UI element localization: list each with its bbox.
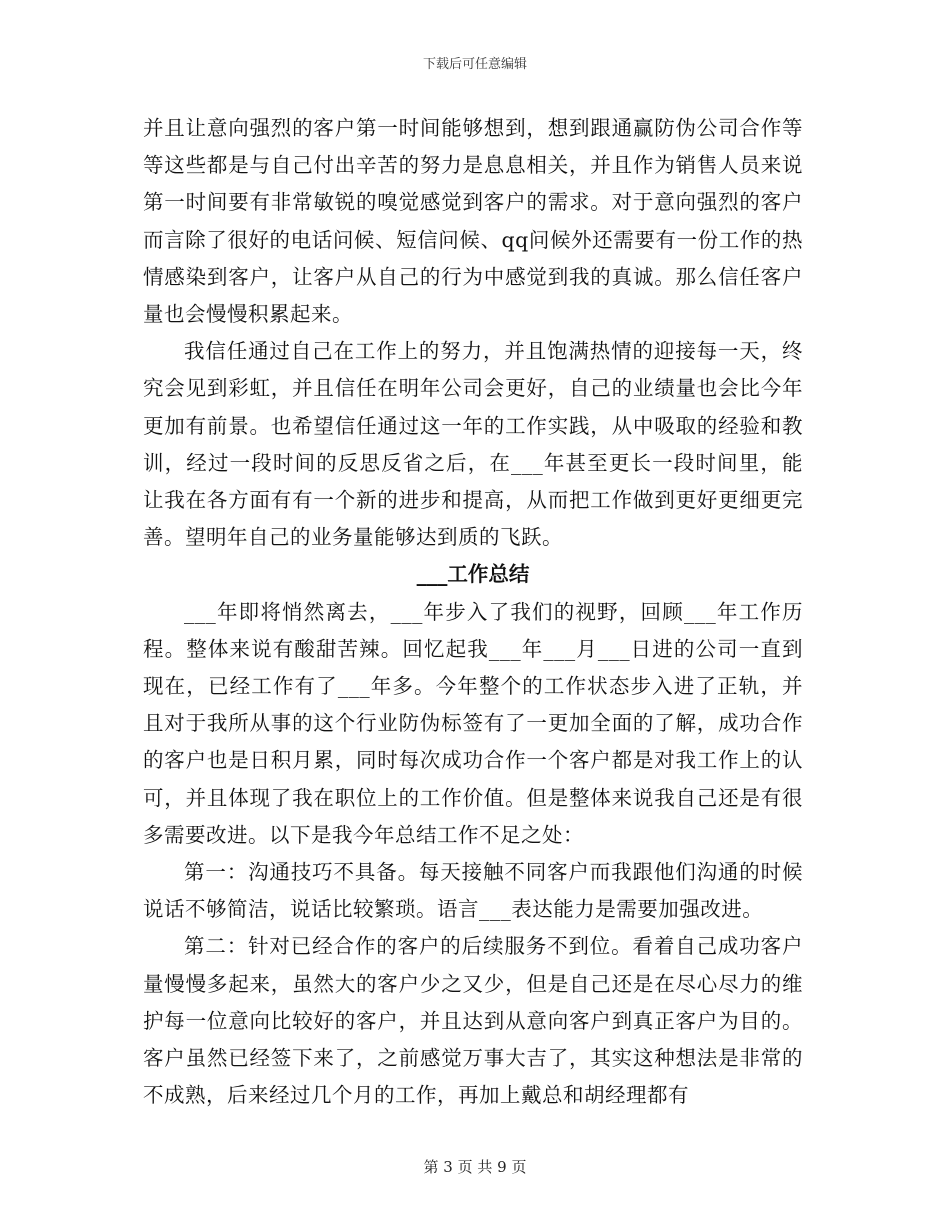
paragraph-4: 第一：沟通技巧不具备。每天接触不同客户而我跟他们沟通的时候说话不够简洁，说话比较繁琐。语言___表达能力是需要加强改进。 — [143, 860, 803, 922]
section-heading: ___工作总结 — [416, 562, 530, 587]
paragraph-3: ___年即将悄然离去，___年步入了我们的视野，回顾___年工作历程。整体来说有酸甜苦辣。回忆起我___年___月___日进的公司一直到现在，已经工作有了___年多。今年整个的工作状态步入进了正轨，并且对于我所从事的这个行业防伪标签有了一更加全面的了解，成功合作的客户也是日积月累，同时每次成功合作一个客户都是对我工作上的认可，并且体现了我在职位上的工作价值。但是整体来说我自己还是有很多需要改进。以下是我今年总结工作不足之处： — [143, 599, 803, 847]
document-body — [143, 110, 803, 1114]
page-footer: 第 3 页 共 9 页 — [423, 1158, 527, 1176]
paragraph-1: 并且让意向强烈的客户第一时间能够想到，想到跟通赢防伪公司合作等等这些都是与自己付出辛苦的努力是息息相关，并且作为销售人员来说第一时间要有非常敏锐的嗅觉感觉到客户的需求。对于意向强烈的客户而言除了很好的电话问候、短信问候、qq问候外还需要有一份工作的热情感染到客户，让客户从自己的行为中感觉到我的真诚。那么信任客户量也会慢慢积累起来。 — [143, 116, 803, 327]
paragraph-5: 第二：针对已经合作的客户的后续服务不到位。看着自己成功客户量慢慢多起来，虽然大的客户少之又少，但是自己还是在尽心尽力的维护每一位意向比较好的客户，并且达到从意向客户到真正客户为目的。客户虽然已经签下来了，之前感觉万事大吉了，其实这种想法是非常的不成熟，后来经过几个月的工作，再加上戴总和胡经理都有 — [143, 934, 803, 1108]
paragraph-2: 我信任通过自己在工作上的努力，并且饱满热情的迎接每一天，终究会见到彩虹，并且信任在明年公司会更好，自己的业绩量也会比今年更加有前景。也希望信任通过这一年的工作实践，从中吸取的经验和教训，经过一段时间的反思反省之后，在___年甚至更长一段时间里，能让我在各方面有有一个新的进步和提高，从而把工作做到更好更细更完善。望明年自己的业务量能够达到质的飞跃。 — [143, 339, 803, 550]
page-header: 下载后可任意编辑 — [422, 57, 527, 72]
